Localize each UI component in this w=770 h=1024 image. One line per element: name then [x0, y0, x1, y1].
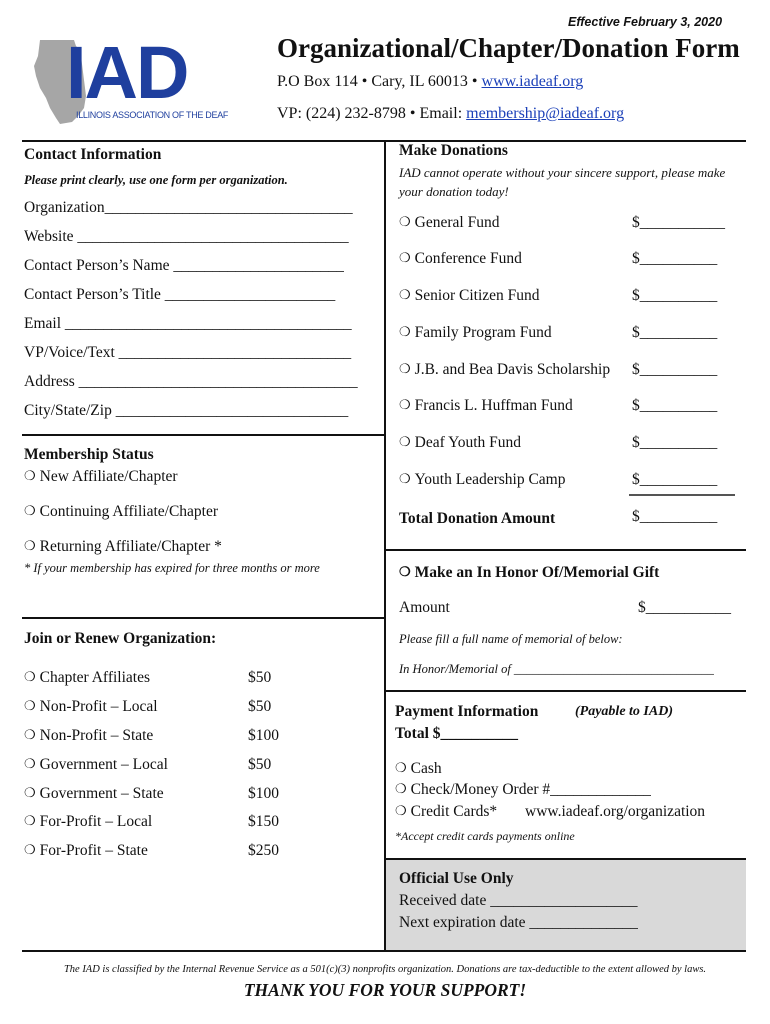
checkbox-icon[interactable]: ❍ — [24, 669, 36, 684]
memorial-note: Please fill a full name of memorial of below: — [399, 632, 623, 646]
fund-amount-field[interactable]: $__________ — [632, 434, 718, 451]
option-label: Continuing Affiliate/Chapter — [39, 503, 219, 520]
footer-thanks: THANK YOU FOR YOUR SUPPORT! — [243, 980, 527, 1000]
checkbox-icon[interactable]: ❍ — [399, 214, 411, 229]
payment-total-field[interactable]: Total $__________ — [395, 725, 519, 742]
checkbox-icon[interactable]: ❍ — [395, 803, 407, 818]
payment-option-credit[interactable] — [395, 803, 497, 821]
checkbox-icon[interactable]: ❍ — [399, 471, 411, 486]
memorial-heading: Make an In Honor Of/Memorial Gift — [414, 564, 660, 581]
footer-disclaimer: The IAD is classified by the Internal Revenue Service as a 501(c)(3) nonprofits organization. Donations are tax-deductible to the extent allowed by laws. — [63, 964, 707, 975]
fund-youth-leadership[interactable] — [399, 471, 566, 489]
expiration-date-field: Next expiration date ______________ — [399, 914, 638, 931]
fund-amount-field[interactable]: $__________ — [632, 361, 718, 378]
vp-voice-text-field[interactable]: VP/Voice/Text ______________________________ — [24, 344, 352, 361]
join-item-label: Non-Profit – State — [39, 727, 154, 744]
join-item-fee: $100 — [248, 785, 279, 802]
address-line — [277, 73, 583, 91]
checkbox-icon[interactable]: ❍ — [395, 760, 407, 775]
logo-subtitle: ILLINOIS ASSOCIATION OF THE DEAF — [76, 110, 229, 120]
credit-card-website: www.iadeaf.org/organization — [525, 803, 706, 820]
logo-text: IAD — [66, 31, 188, 114]
join-item-fee: $250 — [248, 842, 279, 859]
fund-label: Francis L. Huffman Fund — [414, 397, 573, 414]
organization-field[interactable]: Organization________________________________ — [24, 199, 353, 216]
join-item-label: Non-Profit – Local — [39, 698, 158, 715]
total-donation-label: Total Donation Amount — [399, 510, 556, 527]
payment-option-check[interactable] — [395, 781, 651, 799]
fund-senior-citizen[interactable] — [399, 287, 540, 305]
fund-label: Senior Citizen Fund — [414, 287, 540, 304]
checkbox-icon[interactable]: ❍ — [24, 538, 36, 553]
fund-amount-field[interactable]: $___________ — [632, 214, 725, 231]
join-item-label: Chapter Affiliates — [39, 669, 150, 686]
contact-heading: Contact Information — [24, 146, 162, 163]
checkbox-icon[interactable]: ❍ — [24, 756, 36, 771]
payment-heading: Payment Information — [395, 703, 539, 720]
donations-divider — [384, 549, 746, 551]
checkbox-icon[interactable]: ❍ — [24, 842, 36, 857]
option-label: Returning Affiliate/Chapter * — [39, 538, 222, 555]
fund-label: Conference Fund — [414, 250, 522, 267]
page-title: Organizational/Chapter/Donation Form — [277, 33, 740, 63]
membership-option-new[interactable] — [24, 468, 178, 486]
checkbox-icon[interactable]: ❍ — [24, 503, 36, 518]
join-item-label: Government – State — [39, 785, 164, 802]
join-item-fee: $50 — [248, 756, 272, 773]
fund-label: Youth Leadership Camp — [414, 471, 566, 488]
iad-logo — [30, 31, 240, 128]
checkbox-icon[interactable]: ❍ — [24, 468, 36, 483]
email-field[interactable]: Email _____________________________________ — [24, 315, 352, 332]
fund-label: Deaf Youth Fund — [414, 434, 522, 451]
memorial-amount-label: Amount — [399, 599, 450, 616]
contact-title-field[interactable]: Contact Person’s Title ______________________ — [24, 286, 336, 303]
received-date-field: Received date ___________________ — [399, 892, 638, 909]
official-heading: Official Use Only — [399, 870, 514, 887]
vp-text: VP: (224) 232-8798 • Email: — [277, 105, 467, 122]
checkbox-icon[interactable]: ❍ — [399, 397, 411, 412]
contact-divider — [22, 434, 384, 436]
fund-family-program[interactable] — [399, 324, 552, 342]
join-item-fee: $150 — [248, 813, 279, 830]
checkbox-icon[interactable]: ❍ — [399, 250, 411, 265]
contact-note: Please print clearly, use one form per organization. — [24, 173, 288, 187]
payment-option-label: Cash — [410, 760, 442, 777]
join-item-fee: $50 — [248, 669, 272, 686]
join-item-government-local[interactable] — [24, 756, 168, 774]
checkbox-icon[interactable]: ❍ — [399, 564, 411, 579]
join-item-forprofit-state[interactable] — [24, 842, 148, 860]
memorial-name-field[interactable]: In Honor/Memorial of ________________________________ — [399, 662, 714, 676]
fund-amount-field[interactable]: $__________ — [632, 250, 718, 267]
join-item-nonprofit-state[interactable] — [24, 727, 153, 745]
join-item-label: For-Profit – State — [39, 842, 148, 859]
join-item-forprofit-local[interactable] — [24, 813, 152, 831]
payment-option-cash[interactable] — [395, 760, 442, 778]
join-item-fee: $50 — [248, 698, 272, 715]
checkbox-icon[interactable]: ❍ — [24, 785, 36, 800]
donations-heading: Make Donations — [399, 142, 508, 159]
fund-conference[interactable] — [399, 250, 522, 268]
website-field[interactable]: Website ___________________________________ — [24, 228, 349, 245]
fund-deaf-youth[interactable] — [399, 434, 521, 452]
option-label: New Affiliate/Chapter — [39, 468, 178, 485]
effective-date: Effective February 3, 2020 — [568, 15, 723, 29]
fund-amount-field[interactable]: $__________ — [632, 324, 718, 341]
payment-option-label: Check/Money Order #_____________ — [410, 781, 651, 798]
fund-amount-field[interactable]: $__________ — [632, 287, 718, 304]
fund-label: J.B. and Bea Davis Scholarship — [414, 361, 611, 378]
checkbox-icon[interactable]: ❍ — [24, 813, 36, 828]
checkbox-icon[interactable]: ❍ — [399, 287, 411, 302]
checkbox-icon[interactable]: ❍ — [395, 781, 407, 796]
contact-name-field[interactable]: Contact Person’s Name ______________________ — [24, 257, 344, 274]
city-state-zip-field[interactable]: City/State/Zip ______________________________ — [24, 402, 349, 419]
fund-huffman[interactable] — [399, 397, 573, 415]
memorial-amount-field[interactable]: $___________ — [638, 599, 731, 616]
checkbox-icon[interactable]: ❍ — [24, 698, 36, 713]
checkbox-icon[interactable]: ❍ — [399, 361, 411, 376]
join-heading: Join or Renew Organization: — [24, 630, 217, 647]
membership-heading: Membership Status — [24, 446, 154, 463]
email-link[interactable]: membership@iadeaf.org — [466, 105, 625, 122]
membership-option-continuing[interactable] — [24, 503, 218, 521]
join-item-chapter-affiliates[interactable] — [24, 669, 150, 687]
fund-label: Family Program Fund — [414, 324, 552, 341]
footer-divider — [22, 950, 746, 952]
join-item-government-state[interactable] — [24, 785, 164, 803]
join-item-fee: $100 — [248, 727, 279, 744]
total-donation-field[interactable]: $__________ — [632, 508, 718, 525]
payment-note: *Accept credit cards payments online — [395, 829, 575, 843]
donations-note: IAD cannot operate without your sincere support, please make your donation today! — [399, 165, 726, 199]
column-divider — [384, 141, 386, 951]
membership-option-returning[interactable] — [24, 538, 222, 556]
join-item-label: For-Profit – Local — [39, 813, 153, 830]
membership-divider — [22, 617, 384, 619]
checkbox-icon[interactable]: ❍ — [24, 727, 36, 742]
join-item-nonprofit-local[interactable] — [24, 698, 158, 716]
address-text: P.O Box 114 • Cary, IL 60013 • — [277, 73, 482, 90]
contact-line — [277, 105, 624, 123]
checkbox-icon[interactable]: ❍ — [399, 324, 411, 339]
fund-amount-field[interactable]: $__________ — [632, 397, 718, 414]
payable-note: (Payable to IAD) — [575, 704, 673, 719]
fund-scholarship[interactable] — [399, 361, 610, 379]
membership-note: * If your membership has expired for three months or more — [24, 561, 320, 575]
fund-amount-field[interactable]: $__________ — [632, 471, 718, 488]
fund-general[interactable] — [399, 214, 499, 232]
fund-label: General Fund — [414, 214, 500, 231]
sum-line — [629, 494, 735, 496]
checkbox-icon[interactable]: ❍ — [399, 434, 411, 449]
memorial-option[interactable] — [399, 564, 659, 582]
address-field[interactable]: Address ____________________________________ — [24, 373, 358, 390]
join-item-label: Government – Local — [39, 756, 168, 773]
website-link[interactable]: www.iadeaf.org — [481, 73, 584, 90]
payment-option-label: Credit Cards* — [410, 803, 498, 820]
memorial-divider — [384, 690, 746, 692]
